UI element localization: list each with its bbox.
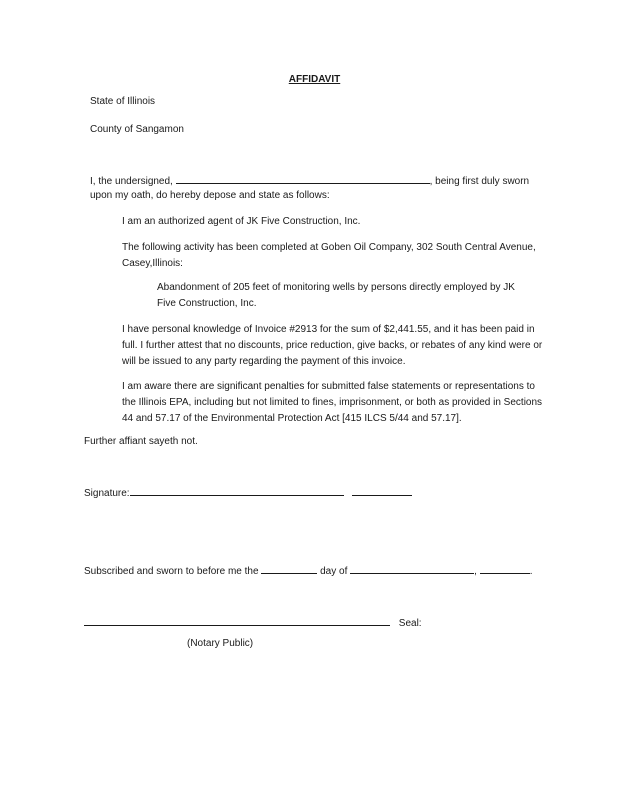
signature-blank[interactable] <box>130 484 344 496</box>
notary-signature-line <box>84 614 422 632</box>
subscribed-line: Subscribed and sworn to before me the day of , . <box>84 562 532 580</box>
year-blank[interactable] <box>480 562 530 574</box>
notary-signature-blank[interactable] <box>84 614 390 626</box>
opening-statement-line2: upon my oath, do hereby depose and state as follows: <box>90 190 330 201</box>
day-of-label: day of <box>320 566 348 577</box>
activity-intro: The following activity has been completed at Goben Oil Company, 302 South Central Avenue, Casey,Illinois: <box>122 242 536 269</box>
signature-label: Signature: <box>84 488 130 499</box>
notary-public-label: (Notary Public) <box>187 638 254 649</box>
state-line: State of Illinois <box>90 96 156 107</box>
seal-label: Seal: <box>398 618 422 629</box>
invoice-knowledge-statement: I have personal knowledge of Invoice #2913 for the sum of $2,441.55, and it has been paid in full. I further attest that no discounts, price reduction, give backs, or rebates of any kind were or will be issued to any party regarding the payment of this invoice. <box>122 324 543 367</box>
affiant-name-blank[interactable] <box>176 172 430 184</box>
county-line: County of Sangamon <box>90 124 184 135</box>
agent-statement: I am an authorized agent of JK Five Construction, Inc. <box>122 216 361 227</box>
opening-suffix: , being first duly sworn <box>429 176 530 187</box>
subscribed-prefix: Subscribed and sworn to before me the <box>84 566 259 577</box>
signature-line <box>84 484 412 502</box>
activity-detail: Abandonment of 205 feet of monitoring wells by persons directly employed by JK Five Construction, Inc. <box>157 282 515 309</box>
month-blank[interactable] <box>350 562 474 574</box>
signature-date-blank[interactable] <box>352 484 412 496</box>
penalty-statement: I am aware there are significant penalties for submitted false statements or representations to the Illinois EPA, including but not limited to fines, imprisonment, or both as provided in Sections 44 and 57.17 of the Environmental Protection Act [415 ILCS 5/44 and 57.17]. <box>122 381 543 424</box>
document-title: AFFIDAVIT <box>288 74 341 85</box>
further-affiant: Further affiant sayeth not. <box>84 436 198 447</box>
day-blank[interactable] <box>261 562 317 574</box>
opening-prefix: I, the undersigned, <box>90 176 173 187</box>
